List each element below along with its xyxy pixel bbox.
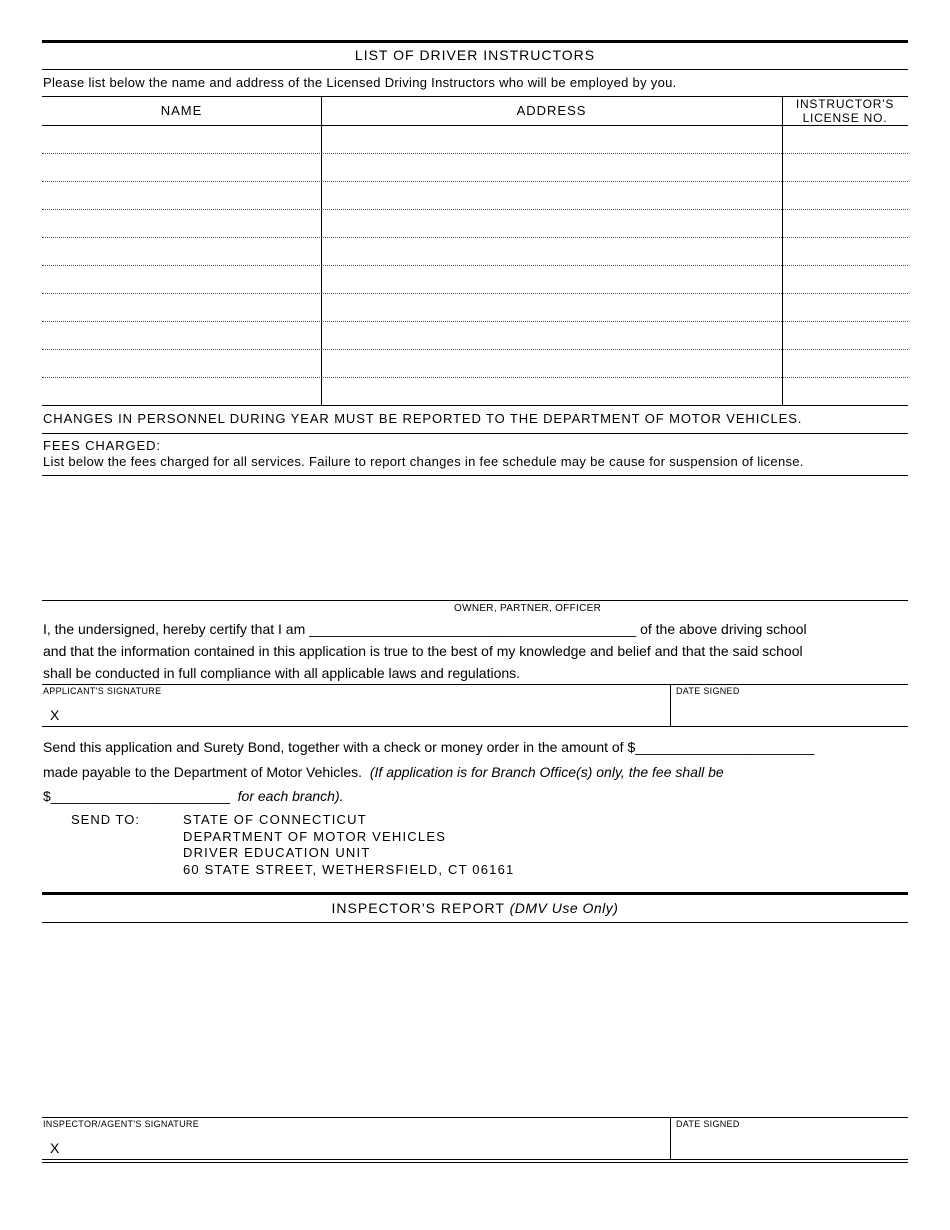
certification-line3: shall be conducted in full compliance with all applicable laws and regulations. [43, 665, 521, 681]
license-cell[interactable] [783, 210, 908, 238]
table-row [42, 350, 908, 378]
license-cell[interactable] [783, 294, 908, 322]
row-divider [42, 209, 908, 210]
rule [42, 1159, 908, 1160]
address-cell[interactable] [322, 126, 782, 154]
submission-line2-start: made payable to the Department of Motor Vehicles. [43, 764, 363, 780]
table-row [42, 322, 908, 350]
submission-line3-italic: for each branch). [237, 788, 344, 804]
name-cell[interactable] [42, 126, 321, 154]
row-divider [42, 293, 908, 294]
role-blank[interactable]: __________________________________________ [309, 621, 637, 637]
name-cell[interactable] [42, 154, 321, 182]
rule [42, 433, 908, 434]
name-cell[interactable] [42, 266, 321, 294]
submission-line3 [43, 788, 344, 804]
top-rule [42, 40, 908, 43]
rule [42, 1117, 908, 1118]
license-cell[interactable] [783, 322, 908, 350]
table-row [42, 126, 908, 154]
table-row [42, 238, 908, 266]
certification-line2: and that the information contained in this application is true to the best of my knowledge and belief and that the said school [43, 643, 803, 659]
column-header-name: NAME [160, 103, 203, 118]
rule [42, 922, 908, 923]
address-line: DRIVER EDUCATION UNIT [183, 845, 371, 860]
fees-area[interactable] [43, 480, 907, 595]
table-row [42, 378, 908, 406]
rule [42, 684, 908, 685]
inspector-title-text: INSPECTOR'S REPORT [331, 900, 505, 916]
address-cell[interactable] [322, 378, 782, 406]
rule [42, 726, 908, 727]
address-line: DEPARTMENT OF MOTOR VEHICLES [183, 828, 447, 844]
license-cell[interactable] [783, 266, 908, 294]
address-cell[interactable] [322, 322, 782, 350]
rule [42, 69, 908, 70]
instructors-intro: Please list below the name and address of the Licensed Driving Instructors who will be employed by you. [43, 75, 677, 90]
address-cell[interactable] [322, 266, 782, 294]
name-cell[interactable] [42, 350, 321, 378]
row-divider [42, 181, 908, 182]
license-cell[interactable] [783, 182, 908, 210]
submission-line1-start: Send this application and Surety Bond, together with a check or money order in the amount of $ [43, 739, 636, 755]
address-cell[interactable] [322, 182, 782, 210]
signature-divider [670, 1117, 671, 1159]
row-divider [42, 265, 908, 266]
table-row [42, 154, 908, 182]
name-cell[interactable] [42, 378, 321, 406]
license-cell[interactable] [783, 126, 908, 154]
inspector-title [42, 900, 908, 916]
name-cell[interactable] [42, 210, 321, 238]
license-cell[interactable] [783, 238, 908, 266]
table-row [42, 266, 908, 294]
submission-line1 [43, 739, 814, 755]
address-line: 60 STATE STREET, WETHERSFIELD, CT 06161 [183, 861, 515, 877]
license-cell[interactable] [783, 350, 908, 378]
row-divider [42, 153, 908, 154]
amount-blank[interactable]: _______________________ [635, 739, 815, 755]
changes-notice: CHANGES IN PERSONNEL DURING YEAR MUST BE REPORTED TO THE DEPARTMENT OF MOTOR VEHICLES. [43, 411, 803, 426]
certification-line1 [43, 621, 807, 637]
column-header-address: ADDRESS [516, 103, 587, 118]
address-cell[interactable] [322, 238, 782, 266]
applicant-signature-label: APPLICANT'S SIGNATURE [43, 686, 162, 696]
branch-fee-blank[interactable]: $_______________________ [43, 788, 230, 804]
column-header-license [782, 97, 908, 125]
rule [42, 475, 908, 476]
row-divider [42, 377, 908, 378]
section-rule [42, 892, 908, 895]
address-cell[interactable] [322, 294, 782, 322]
rule [42, 1162, 908, 1163]
row-divider [42, 321, 908, 322]
inspector-signature-field[interactable]: X [50, 1140, 60, 1156]
name-cell[interactable] [42, 238, 321, 266]
address-cell[interactable] [322, 210, 782, 238]
table-row [42, 210, 908, 238]
name-cell[interactable] [42, 322, 321, 350]
column-header-license-line2: LICENSE NO. [802, 111, 888, 125]
name-cell[interactable] [42, 294, 321, 322]
applicant-date-field[interactable] [676, 698, 906, 724]
name-cell[interactable] [42, 182, 321, 210]
fees-heading: FEES CHARGED: [43, 438, 161, 453]
submission-line2 [43, 764, 724, 780]
submission-line2-italic: (If application is for Branch Office(s) only, the fee shall be [369, 764, 724, 780]
inspector-title-italic: (DMV Use Only) [509, 900, 619, 916]
instructors-title: LIST OF DRIVER INSTRUCTORS [354, 47, 596, 63]
rule [42, 600, 908, 601]
role-label: OWNER, PARTNER, OFFICER [454, 603, 602, 614]
table-row [42, 182, 908, 210]
send-to-label: SEND TO: [71, 812, 140, 827]
license-cell[interactable] [783, 154, 908, 182]
license-cell[interactable] [783, 378, 908, 406]
certification-line1-start: I, the undersigned, hereby certify that I am [43, 621, 306, 637]
column-header-license-line1: INSTRUCTOR'S [795, 97, 895, 111]
address-cell[interactable] [322, 154, 782, 182]
table-row [42, 294, 908, 322]
certification-line1-end: of the above driving school [640, 621, 807, 637]
applicant-signature-field[interactable]: X [50, 707, 60, 723]
address-cell[interactable] [322, 350, 782, 378]
inspector-report-area[interactable] [43, 928, 907, 1112]
inspector-signature-label: INSPECTOR/AGENT'S SIGNATURE [43, 1119, 200, 1129]
applicant-date-label: DATE SIGNED [676, 686, 740, 696]
rule [42, 405, 908, 406]
address-line: STATE OF CONNECTICUT [183, 812, 367, 827]
send-to-address [183, 812, 514, 878]
inspector-date-field[interactable] [676, 1131, 906, 1157]
signature-divider [670, 684, 671, 726]
inspector-date-label: DATE SIGNED [676, 1119, 740, 1129]
row-divider [42, 237, 908, 238]
rule [42, 96, 908, 97]
fees-instructions: List below the fees charged for all services. Failure to report changes in fee schedule may be cause for suspension of license. [43, 454, 804, 469]
row-divider [42, 349, 908, 350]
